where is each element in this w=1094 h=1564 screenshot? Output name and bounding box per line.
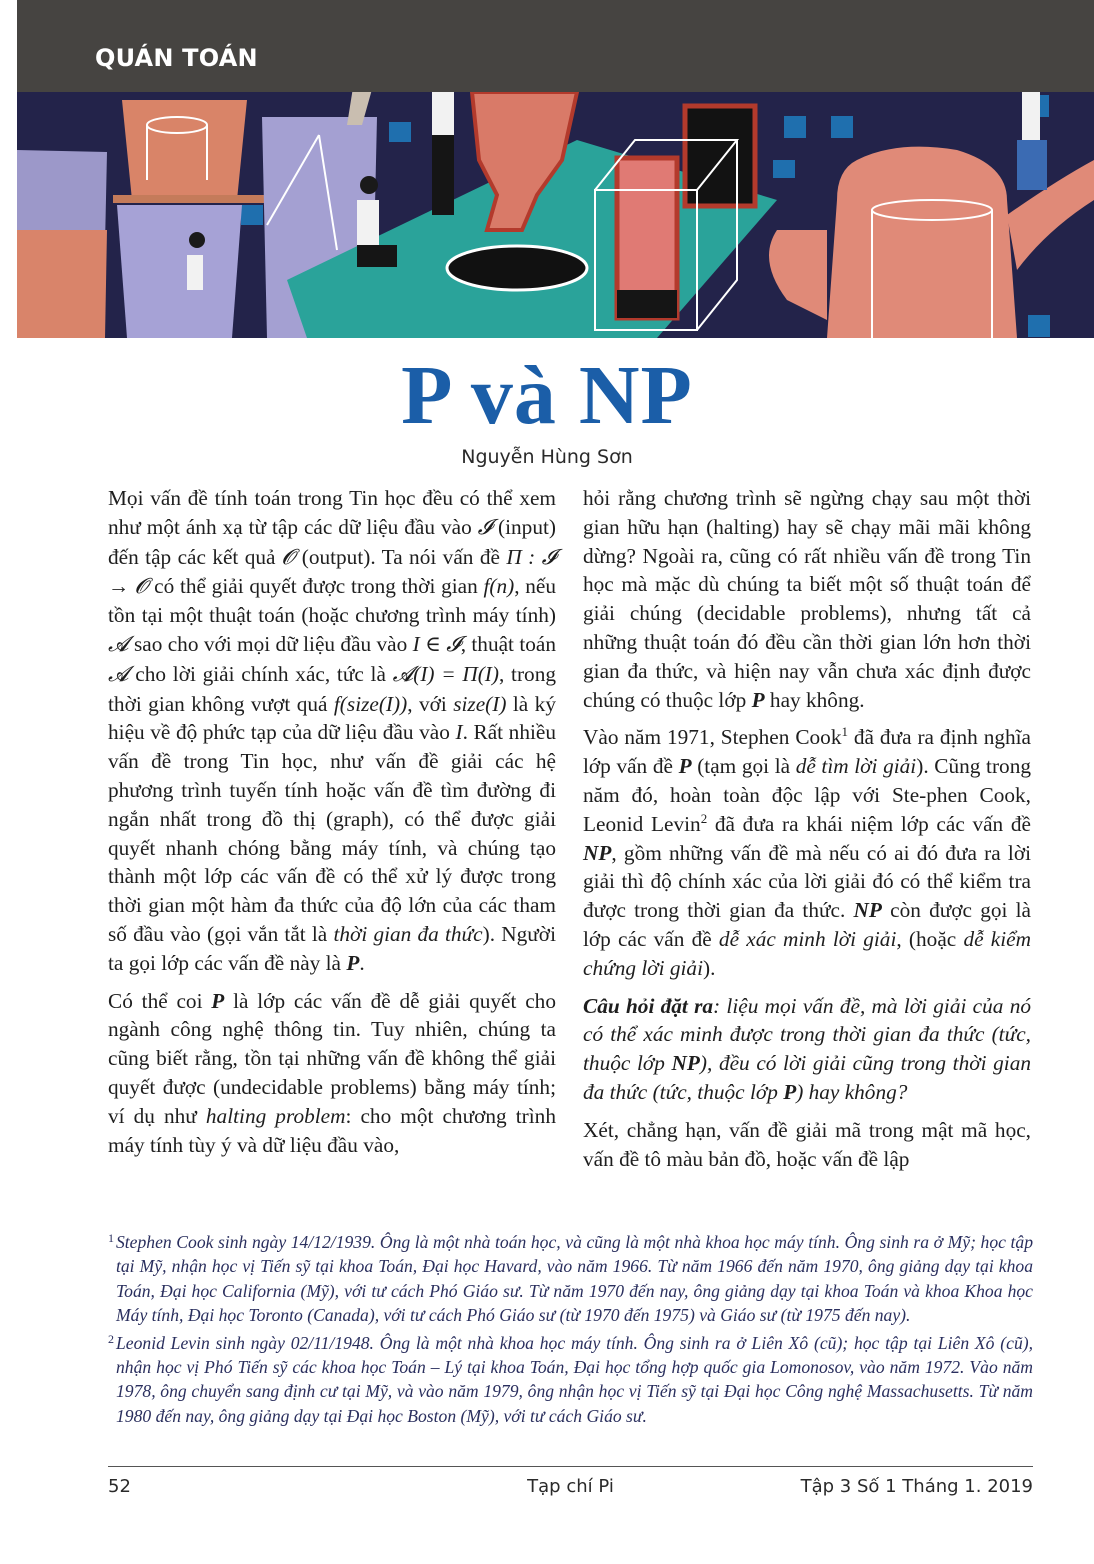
class-p: P xyxy=(783,1079,797,1104)
math-size: size(I) xyxy=(453,691,507,716)
class-p: P xyxy=(751,687,765,712)
footnote-mark: 1 xyxy=(108,1231,114,1245)
journal-name: Tạp chí Pi xyxy=(527,1476,614,1497)
paragraph-halting-cont: hỏi rằng chương trình sẽ ngừng chạy sau một thời gian hữu hạn (halting) hay sẽ chạy mãi mãi không dừng? Ngoài ra, cũng có rất nhiều vấn đề trong Tin học mà mặc dù chúng ta biết một số thuật toán để giải chúng (decidable problems), nhưng tất cả những thuật toán đó đều cần thời gian lớn hơn thời gian đa thức, và hiện nay vẫn chưa xác định được chúng có thuộc lớp P hay không. xyxy=(583,486,1031,712)
footnote-ref-2[interactable]: 2 xyxy=(700,810,708,826)
math-mapping: Π : 𝓘 → 𝓞 xyxy=(108,544,556,599)
footnote-text: Stephen Cook sinh ngày 14/12/1939. Ông là một nhà toán học, và cũng là một nhà khoa học máy tính. Ông sinh ra ở Mỹ; học tập tại Mỹ, nhận học vị Tiến sỹ tại khoa Toán, Đại học Havard, vào năm 1966. Từ năm 1966 đến năm 1970, ông giảng dạy tại khoa Toán, Đại học California (Mỹ), với tư cách Phó Giáo sư. Từ năm 1970 đến nay, ông giảng dạy tại khoa Toán và khoa Khoa học Máy tính, Đại học Toronto (Canada), với tư cách Phó Giáo sư (từ 1970 đến 1975) và Giáo sư (từ 1975 đến nay). xyxy=(116,1232,1033,1326)
header-banner xyxy=(17,0,1094,338)
page-number: 52 xyxy=(108,1476,131,1497)
paragraph-undecidable: Có thể coi P là lớp các vấn đề dễ giải quyết cho ngành công nghệ thông tin. Tuy nhiên, chúng ta cũng biết rằng, tồn tại những vấn đề không thể giải quyết được (undecidable problems) bằng máy tính; ví dụ như halting problem: cho một chương trình máy tính tùy ý và dữ liệu đầu vào, xyxy=(108,988,556,1157)
question-lead: Câu hỏi đặt ra xyxy=(583,993,714,1018)
footnote-text: Leonid Levin sinh ngày 02/11/1948. Ông là một nhà khoa học máy tính. Ông sinh ra ở Liên Xô (cũ); học tập tại Liên Xô (cũ), nhận học vị Phó Tiến sỹ các khoa học Toán – Lý tại khoa Toán, Đại học tổng hợp quốc gia Lomonosov, vào năm 1972. Vào năm 1978, ông chuyển sang định cư tại Mỹ, và vào năm 1979, ông nhận học vị Tiến sỹ tại Đại học Công nghệ Massachusetts. Từ năm 1980 đến nay, ông giảng dạy tại Đại học Boston (Mỹ), với tư cách Giáo sư. xyxy=(116,1332,1033,1426)
class-np: NP xyxy=(583,840,612,865)
footnote-1 xyxy=(108,1230,1033,1328)
class-np: NP xyxy=(853,898,882,923)
left-column xyxy=(108,484,556,1168)
page-footer xyxy=(108,1476,1033,1502)
math-fn: f(n) xyxy=(483,574,515,599)
paragraph-intro: Mọi vấn đề tính toán trong Tin học đều có thể xem như một ánh xạ từ tập các dữ liệu đầu vào 𝓘 (input) đến tập các kết quả 𝓞 (output). Ta nói vấn đề Π : 𝓘 → 𝓞 có thể giải quyết được trong thời gian f(n), nếu tồn tại một thuật toán (hoặc chương trình máy tính) 𝓐 sao cho với mọi dữ liệu đầu vào I ∈ 𝓘, thuật toán 𝓐 cho lời giải chính xác, tức là 𝓐(I) = Π(I), trong thời gian không vượt quá f(size(I)), với size(I) là ký hiệu về độ phức tạp của dữ liệu đầu vào I. Rất nhiều vấn đề trong Tin học, như vấn đề giải các hệ phương trình tuyến tính hoặc vấn đề tìm đường đi ngắn nhất trong đồ thị (graph), có thể được giải quyết nhanh chóng bằng máy tính, và chúng tạo thành một lớp các vấn đề có thể xử lý được trong thời gian một hàm đa thức của độ lớn của các tham số đầu vào (gọi vắn tắt là thời gian đa thức). Người ta gọi lớp các vấn đề này là P. xyxy=(108,486,557,975)
math-algorithm: 𝓐 xyxy=(108,631,129,657)
paragraph-history: Vào năm 1971, Stephen Cook$^1$ đã đưa ra định nghĩa lớp vấn đề P (tạm gọi là dễ tìm lời giải). Cũng trong năm đó, hoàn toàn độc lập với Ste-phen Cook, Leonid Levin$^2$ đã đưa ra khái niệm lớp các vấn đề NP, gồm những vấn đề mà nếu có ai đó đưa ra lời giải thì độ chính xác của lời giải đó có thể kiểm tra được trong thời gian đa thức. NP còn được gọi là lớp các vấn đề dễ xác minh lời giải, (hoặc dễ kiểm chứng lời giải). xyxy=(583,724,1032,980)
math-equation: 𝓐(I) = Π(I) xyxy=(392,661,499,686)
paragraph-question: Câu hỏi đặt ra: liệu mọi vấn đề, mà lời giải của nó có thể xác minh được trong thời gian đa thức (tức, thuộc lớp NP), đều có lời giải cũng trong thời gian đa thức (tức, thuộc lớp P) hay không? xyxy=(583,993,1031,1104)
section-label: QUÁN TOÁN xyxy=(95,44,258,72)
class-p: P xyxy=(678,754,692,779)
footnotes xyxy=(108,1230,1033,1431)
class-p: P xyxy=(211,988,225,1013)
footnote-ref-1[interactable]: 1 xyxy=(841,724,848,740)
footnote-mark: 2 xyxy=(108,1331,114,1346)
math-membership: I ∈ 𝓘 xyxy=(412,631,461,656)
math-algorithm: 𝓐 xyxy=(108,661,129,687)
right-column xyxy=(583,484,1031,1182)
footer-divider xyxy=(108,1466,1033,1467)
footnote-2 xyxy=(108,1331,1033,1429)
math-input-set: 𝓘 xyxy=(477,514,493,540)
article-author: Nguyễn Hùng Sơn xyxy=(461,446,633,468)
article-title: P và NP xyxy=(401,349,693,442)
class-p: P xyxy=(346,950,360,975)
math-output-set: 𝓞 xyxy=(281,544,296,570)
paragraph-examples: Xét, chẳng hạn, vấn đề giải mã trong mật mã học, vấn đề tô màu bản đồ, hoặc vấn đề lập xyxy=(583,1117,1031,1171)
math-bound: f(size(I)) xyxy=(333,691,408,716)
issue-info: Tập 3 Số 1 Tháng 1. 2019 xyxy=(800,1476,1033,1497)
class-np: NP xyxy=(671,1051,700,1076)
